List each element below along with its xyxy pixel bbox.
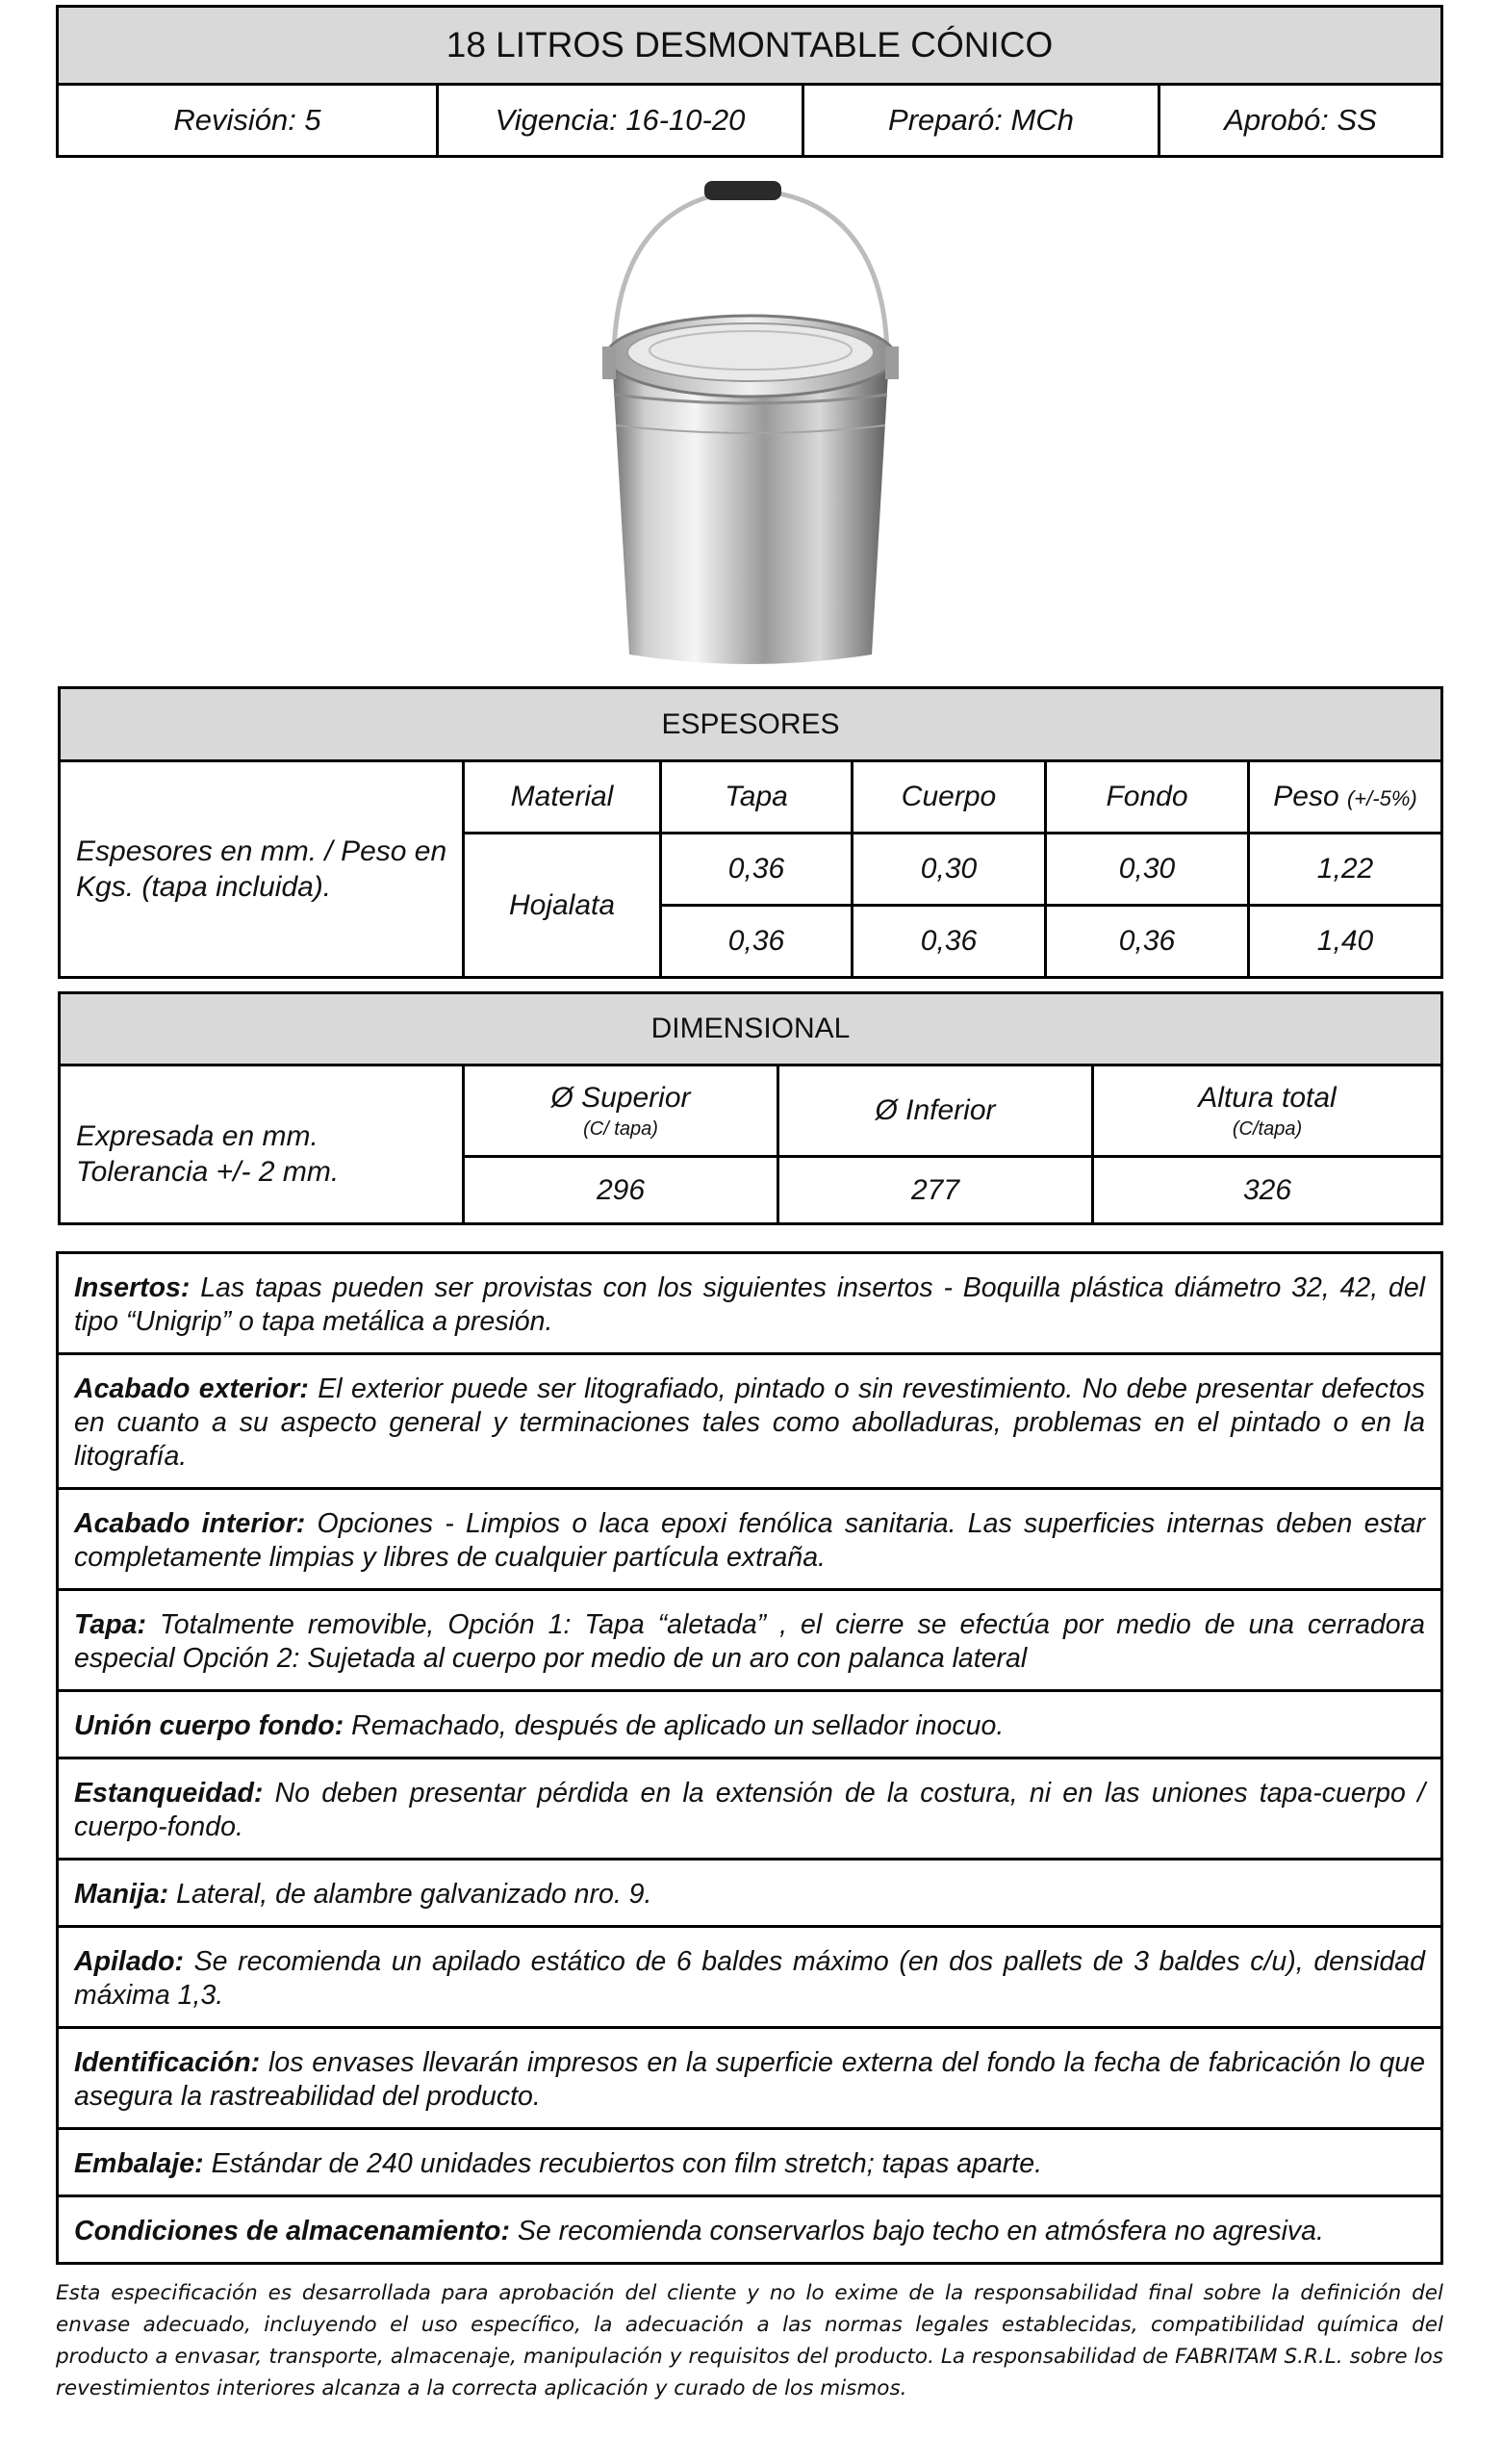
note-label: Manija: xyxy=(74,1879,169,1910)
row2-peso: 1,40 xyxy=(1249,906,1442,978)
disclaimer-text: Esta especificación es desarrollada para aprobación del cliente y no lo exime de la responsabilidad final sobre la definición del envase adecuado, incluyendo el uso específico, la adecuación a las normas legales establecidas, compatibilidad química del producto a envasar, transporte, almacenaje, manipulación y requisitos del producto. La responsabilidad de FABRITAM S.R.L. sobre los revestimientos interiores alcanza a la correcta aplicación y curado de los mismos. xyxy=(56,2281,1443,2400)
inferior-value: 277 xyxy=(778,1157,1093,1224)
note-text: No deben presentar pérdida en la extensión de la costura, ni en las uniones tapa-cuerpo / cuerpo-fondo. xyxy=(74,1778,1425,1842)
row1-fondo: 0,30 xyxy=(1046,834,1249,906)
material-value: Hojalata xyxy=(464,834,661,978)
note-acabado-interior xyxy=(58,1489,1442,1590)
note-text: Opciones - Limpios o laca epoxi fenólica sanitaria. Las superficies internas deben estar completamente limpias y libres de cualquier partícula extraña. xyxy=(74,1508,1425,1573)
espesores-side-label: Espesores en mm. / Peso en Kgs. (tapa incluida). xyxy=(60,761,464,978)
note-text: Estándar de 240 unidades recubiertos con film stretch; tapas aparte. xyxy=(211,2148,1042,2179)
col-fondo: Fondo xyxy=(1046,761,1249,834)
note-tapa xyxy=(58,1590,1442,1691)
note-union-cuerpo-fondo xyxy=(58,1691,1442,1758)
note-label: Insertos: xyxy=(74,1272,191,1303)
note-text: Las tapas pueden ser provistas con los siguientes insertos - Boquilla plástica diámetro 32, 42, del tipo “Unigrip” o tapa metálica a presión. xyxy=(74,1272,1426,1337)
note-text: El exterior puede ser litografiado, pintado o sin revestimiento. No debe presentar defectos en cuanto a su aspecto general y terminaciones tales como abolladuras, problemas en el pintado o en la litografía. xyxy=(74,1373,1425,1472)
note-label: Acabado interior: xyxy=(74,1508,306,1539)
note-text: Remachado, después de aplicado un sellador inocuo. xyxy=(351,1710,1005,1741)
col-superior-sub: (C/ tapa) xyxy=(583,1117,658,1140)
row2-fondo: 0,36 xyxy=(1046,906,1249,978)
note-text: Lateral, de alambre galvanizado nro. 9. xyxy=(176,1879,652,1910)
note-label: Tapa: xyxy=(74,1609,146,1640)
col-superior xyxy=(464,1065,778,1157)
dimensional-title: DIMENSIONAL xyxy=(60,993,1442,1065)
spec-header-table xyxy=(56,5,1443,158)
note-text: los envases llevarán impresos en la superficie externa del fondo la fecha de fabricación lo que asegura la rastreabilidad del producto. xyxy=(74,2047,1425,2112)
preparo-cell: Preparó: MCh xyxy=(803,85,1159,157)
note-label: Estanqueidad: xyxy=(74,1778,264,1809)
aprobo-cell: Aprobó: SS xyxy=(1159,85,1442,157)
note-label: Identificación: xyxy=(74,2047,261,2078)
col-cuerpo: Cuerpo xyxy=(853,761,1046,834)
row1-tapa: 0,36 xyxy=(661,834,853,906)
col-tapa: Tapa xyxy=(661,761,853,834)
altura-value: 326 xyxy=(1093,1157,1442,1224)
dimensional-table xyxy=(58,991,1443,1225)
revision-cell: Revisión: 5 xyxy=(58,85,438,157)
notes-table xyxy=(56,1251,1443,2265)
pail-product-image xyxy=(577,173,924,674)
col-altura xyxy=(1093,1065,1442,1157)
col-peso-label: Peso xyxy=(1273,781,1339,812)
row1-cuerpo: 0,30 xyxy=(853,834,1046,906)
note-label: Apilado: xyxy=(74,1946,184,1977)
note-estanqueidad xyxy=(58,1758,1442,1860)
row2-cuerpo: 0,36 xyxy=(853,906,1046,978)
col-superior-label: Ø Superior xyxy=(550,1081,691,1114)
col-altura-label: Altura total xyxy=(1198,1081,1337,1114)
note-label: Condiciones de almacenamiento: xyxy=(74,2216,510,2246)
col-inferior: Ø Inferior xyxy=(778,1065,1093,1157)
note-apilado xyxy=(58,1927,1442,2028)
espesores-title: ESPESORES xyxy=(60,688,1442,761)
note-identificacion xyxy=(58,2028,1442,2129)
row1-peso: 1,22 xyxy=(1249,834,1442,906)
dimensional-side-label xyxy=(60,1065,464,1224)
col-peso-note: (+/-5%) xyxy=(1346,786,1417,810)
note-manija xyxy=(58,1860,1442,1927)
espesores-table xyxy=(58,686,1443,979)
note-condiciones-almacenamiento xyxy=(58,2196,1442,2264)
note-embalaje xyxy=(58,2129,1442,2196)
row2-tapa: 0,36 xyxy=(661,906,853,978)
note-label: Embalaje: xyxy=(74,2148,204,2179)
col-peso xyxy=(1249,761,1442,834)
dimensional-units: Expresada en mm. xyxy=(76,1119,318,1152)
superior-value: 296 xyxy=(464,1157,778,1224)
note-acabado-exterior xyxy=(58,1354,1442,1489)
note-text: Totalmente removible, Opción 1: Tapa “aletada” , el cierre se efectúa por medio de una cerradora especial Opción 2: Sujetada al cuerpo por medio de un aro con palanca lateral xyxy=(74,1609,1425,1674)
note-text: Se recomienda conservarlos bajo techo en atmósfera no agresiva. xyxy=(517,2216,1324,2246)
note-label: Unión cuerpo fondo: xyxy=(74,1710,344,1741)
dimensional-tolerance: Tolerancia +/- 2 mm. xyxy=(76,1155,340,1188)
col-altura-sub: (C/tapa) xyxy=(1232,1117,1303,1140)
note-text: Se recomienda un apilado estático de 6 baldes máximo (en dos pallets de 3 baldes c/u), densidad máxima 1,3. xyxy=(74,1946,1425,2011)
vigencia-cell: Vigencia: 16-10-20 xyxy=(438,85,803,157)
document-title: 18 LITROS DESMONTABLE CÓNICO xyxy=(58,7,1442,85)
note-insertos xyxy=(58,1253,1442,1354)
note-label: Acabado exterior: xyxy=(74,1373,309,1404)
col-material: Material xyxy=(464,761,661,834)
